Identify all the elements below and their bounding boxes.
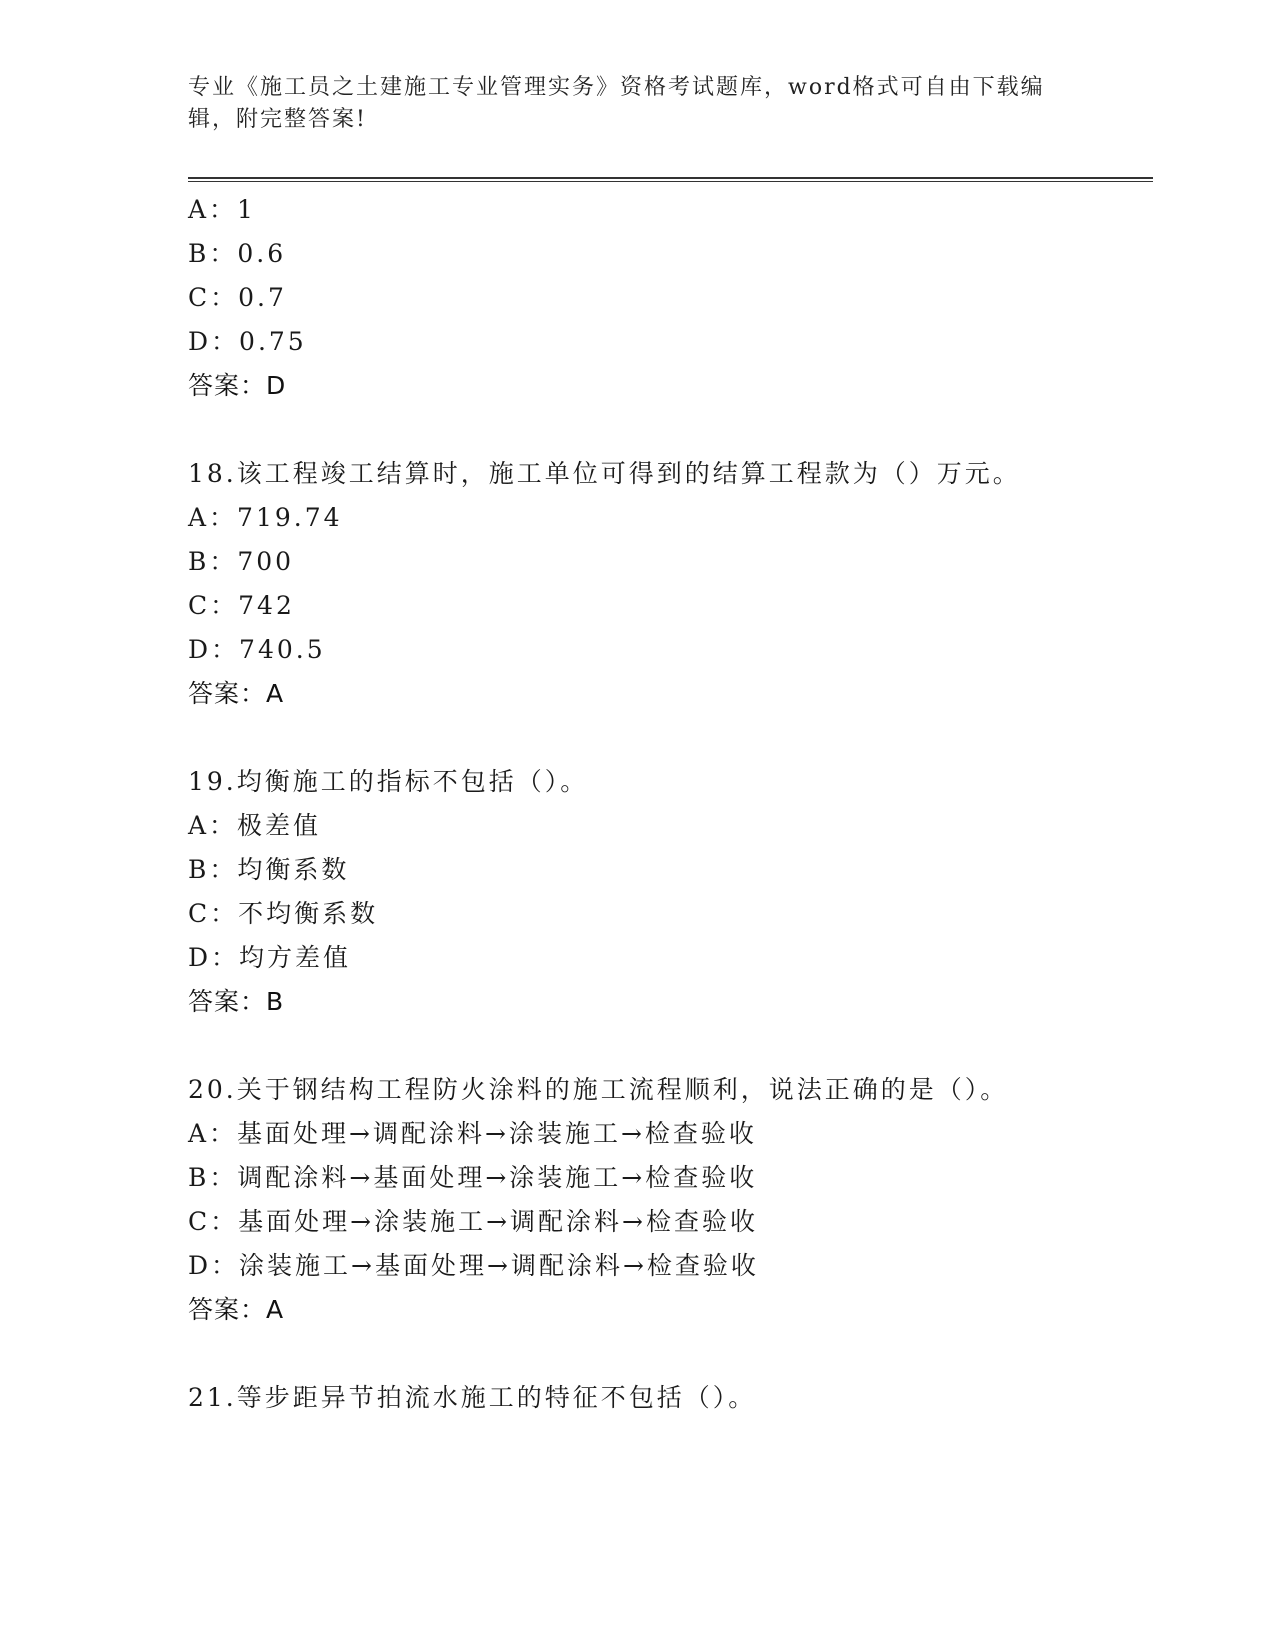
q17-option-a: A：1 [188,195,256,224]
q20-option-d: D：涂装施工→基面处理→调配涂料→检查验收 [188,1251,759,1280]
q18-option-a: A：719.74 [188,503,343,532]
q20-question: 20.关于钢结构工程防火涂料的施工流程顺利，说法正确的是（）。 [188,1075,1009,1104]
q20-option-c: C：基面处理→涂装施工→调配涂料→检查验收 [188,1207,758,1236]
q19-option-b: B：均衡系数 [188,855,350,884]
q18-answer: 答案：A [188,679,285,708]
q19-answer: 答案：B [188,987,285,1016]
q20-option-a: A：基面处理→调配涂料→涂装施工→检查验收 [188,1119,757,1148]
q19-option-c: C：不均衡系数 [188,899,379,928]
q18-option-d: D：740.5 [188,635,326,664]
q18-option-c: C：742 [188,591,295,620]
document-header [188,72,1088,136]
q20-option-b: B：调配涂料→基面处理→涂装施工→检查验收 [188,1163,758,1192]
q18-option-b: B：700 [188,547,295,576]
q17-answer: 答案：D [188,371,287,400]
q19-option-d: D：均方差值 [188,943,352,972]
q19-question: 19.均衡施工的指标不包括（）。 [188,767,589,796]
q18-question: 18.该工程竣工结算时，施工单位可得到的结算工程款为（）万元。 [188,459,1021,488]
q21-question: 21.等步距异节拍流水施工的特征不包括（）。 [188,1383,757,1412]
q17-option-c: C：0.7 [188,283,287,312]
header-rule-thin [188,181,1153,182]
q17-option-b: B：0.6 [188,239,287,268]
header-rule-thick [188,177,1153,179]
header-line-1: 专业《施工员之土建施工专业管理实务》资格考试题库，word格式可自由下载编 [188,75,1045,100]
q17-option-d: D：0.75 [188,327,307,356]
header-line-2: 辑，附完整答案! [188,107,367,132]
q19-option-a: A：极差值 [188,811,322,840]
q20-answer: 答案：A [188,1295,285,1324]
